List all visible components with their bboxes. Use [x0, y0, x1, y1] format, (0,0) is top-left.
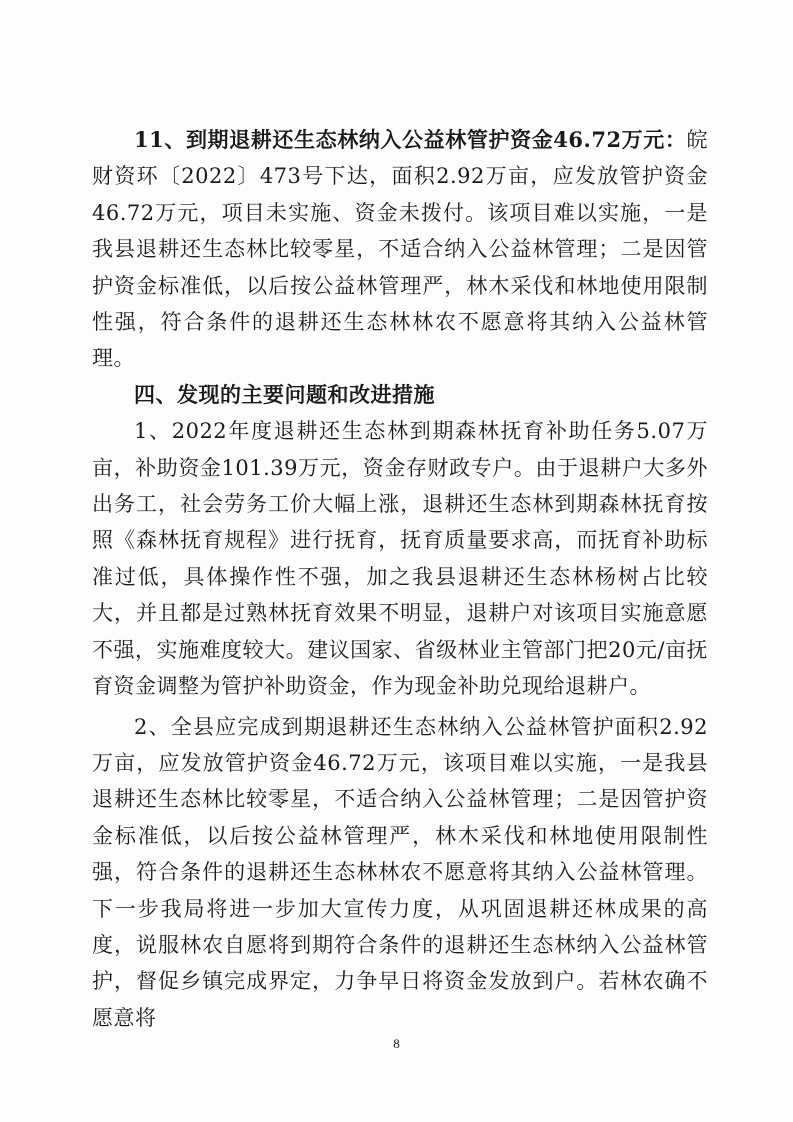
paragraph-text: 皖财资环〔2022〕473号下达，面积2.92万亩，应发放管护资金46.72万元，项目未实施、资金未拨付。该项目难以实施，一是我县退耕还生态林比较零星，不适合纳入公益林管理；二是因管护资金标准低，以后按公益林管理严，林木采伐和林地使用限制性强，符合条件的退耕还生态林林农不愿意将其纳入公益林管理。 — [92, 128, 708, 371]
document-body — [92, 122, 708, 1036]
section-heading: 四、发现的主要问题和改进措施 — [134, 381, 435, 407]
paragraph-lead: 11、到期退耕还生态林纳入公益林管护资金46.72万元： — [134, 127, 687, 152]
page-number: 8 — [393, 1036, 400, 1051]
paragraph-item-11 — [92, 122, 708, 377]
issue-paragraph-2: 2、全县应完成到期退耕还生态林纳入公益林管护面积2.92万亩，应发放管护资金46.72万元，该项目难以实施，一是我县退耕还生态林比较零星，不适合纳入公益林管理；二是因管护资金标准低，以后按公益林管理严，林木采伐和林地使用限制性强，符合条件的退耕还生态林林农不愿意将其纳入公益林管理。下一步我局将进一步加大宣传力度，从巩固退耕还林成果的高度，说服林农自愿将到期符合条件的退耕还生态林纳入公益林管护，督促乡镇完成界定，力争早日将资金发放到户。若林农确不愿意将 — [92, 714, 708, 1030]
issue-paragraph-1: 1、2022年度退耕还生态林到期森林抚育补助任务5.07万亩，补助资金101.39万元，资金存财政专户。由于退耕户大多外出务工，社会劳务工价大幅上涨，退耕还生态林到期森林抚育按照《森林抚育规程》进行抚育，抚育质量要求高，而抚育补助标准过低，具体操作性不强，加之我县退耕还生态林杨树占比较大，并且都是过熟林抚育效果不明显，退耕户对该项目实施意愿不强，实施难度较大。建议国家、省级林业主管部门把20元/亩抚育资金调整为管护补助资金，作为现金补助兑现给退耕户。 — [92, 419, 708, 699]
